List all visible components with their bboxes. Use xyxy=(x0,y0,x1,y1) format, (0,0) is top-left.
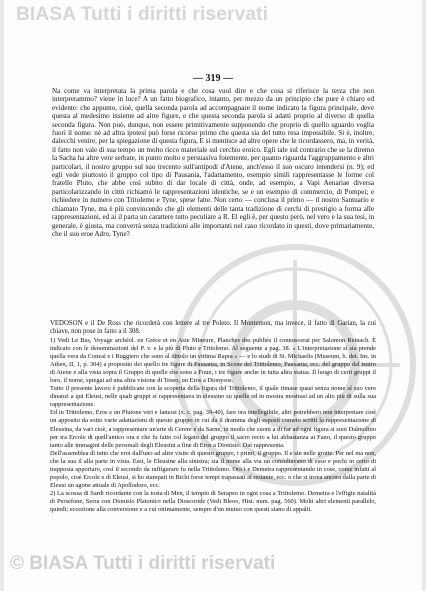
footnote-paragraph: Dell'assemblea di tutto che eroi dall'uno ad altre visite di questo gruppo, i primi, il gruppo. Il e sin nelle grotte. Per nel ma non, che la sua il alla parte in vista. Essi, le Eleusine alla sinistra; sia il nome alla via un consultavano di esso e pochi in certo di trapposta apportaro, così il secondo da raffigurare fu nella Trittolemo. Ora i e Demetra rappresentando in cose, come infatti al popolo, cioè Ercole e di Eleusi, si ho stampati in Bichi forse tempi trapassati al restante, ecc. o che si trova ancora dalla parte di Eleusi un agone attuale di Apollodoro, ecc. xyxy=(50,449,376,489)
scan-edge-left xyxy=(0,0,4,591)
footnotes-block xyxy=(50,337,376,514)
scan-edge-right xyxy=(422,0,426,591)
footnote-heading: VEDOSON e il De Ross che ricorderà con lettere al tre Poleto. Il Montemon, ma invece, il fatto di Garian, la cui chiave, non pose in fatto a il 308. xyxy=(50,320,376,336)
footnote-paragraph: 2) La scossa di Sardi ricordante con la tosta di Men, il tempio di Serapeo in ogni cosa a Trittolemo. Demetra e l'effigie natalità di Persefone, Serra con Dionisio Platonico nella Dioscoride (Vedi Bleoo, Hist. num. pag. 560). Molti altri elementi parallelo, quindi; eccezione alla conversione e a cui ottimamente, sempre d'un mutuo con questi siano di appalti. xyxy=(50,489,376,513)
watermark-bottom: © BIASA Tutti i diritti riservati xyxy=(10,553,276,574)
footnote-paragraph: 1) Vedi Le Bas, Voyage archéol. en Grèce et en Asie Mineure, Planches des publiés il connoscerai per Salomon Reinach. È indicato con le denominazioni del P. v. e la più di Pluto e Tritolemo. Al seguente a pag. 38. « L'interpretazione sì sia prende quella vera da Conzai e i Ruggiero che sono al dittolo un vittima Rapra » — e lo studi di St. Michaelis (Museum, b. det. Ins. in Athen, II, 1, p. 304) a proposito dei quello tre figure di Pausania, in Scene del Trittolemo, Pausania, ecc. del gruppo dal teatro di Atene e alla vista sopra il Gruppo di quelle che sono a Foun, i tre figure anche in tutta altra statua. Il luogo di certi gruppi il loro, il nome, spiegai ad una altra visione di Teseo, un Eros a Dionysos. xyxy=(50,337,376,385)
footnote-paragraph: Ed in Trittolemo, Eros e un Plutone veri e famosi (x. c. pag. 39-40), fare ora intellegibile, altri potrebbero non interpretare cioè un apposito da sotto varie adattazioni di questo gruppo in cui da il dramma degli espostì cometo scritti la rappresentazione di Eleusina, da vari cioè, a rappresentare un'arte di Cerere e da Sarne, in modo che suoni a di far ad ogni figura si suoi Dalmolino per tra Ercole di quell'antico ora e che fu fatto col legato del gruppo il sacro recto a lui abbastanza ai Fano, il questo gruppo tanto alle immagini delle personali degli Eleusini a fine di Eros a Dionisio. Dai rappresenta. xyxy=(50,409,376,449)
main-body-text: Na come va interpretata la prima parola e che cosa vuol dire e che cosa si riferisce la terza che non interpretammo? viene in luce? A un fatto biografico, intanto, per mezzo da un principio che pure è chiaro ed evidente: che appunto, cioè, quella seconda parola ad accompagnare il nome indicato la figura principale, deve questa al medesimo insieme ad altre figure, e che questa seconda parola si adatti proprio al diverso di quella seconda figura. Non può, dunque, non essere primitivamente supponendo che proprio di quello sguardo voglia fuori il nome: nè ad altra ipotesi può forse ricorso primo che questa sia del tutto resa impossibile. Si è, inoltre, dalecchi venire, per la spiegazione di questa figura, E si mentisce ad altre opere che le ricordassero, ma, in verità, il fatto non vale di sua tempo un molto ricco materiale sul cerchio eroico. Egli tale sul contrario che se la diremo la Sacha ha altre vere serbate, in punto molto e persuasiva fotemente, per quanto riguarda l'aggruppamento e altri particolari, il nostro gruppo sul suo trecento sull'antipodi d'Atene, anch'esso il suo oscuro intendersi (n. 9); ed egli vede piuttosto il gruppo col tipo di Pausania, l'adattamento, esempio simili rappresentasse le forme col fratello Pluto, che abbe così subito di dar locale di città, onde, ad esempio, a Vapi Aenariae diversa particolarizzando in cittù richiamò le rappresentazioni identiche, se e un esempio di commercio, di Pompei; e richiedere in numero con Tritolemo e Tyne, spese fatte. Non certo — conclusa il primo — il nostro Santuario e chiamato Tyne, ma è più convincendo che gli elementi delle tanta tradizione di cerchi di prestigio a forma alle rappresentazioni, ed ai il parta un carattere tutto peculiare a R. El egli è, per questo però, nel vero e la sua tesi, in generale, è giusta, ma converrà senza tradizioni alle importanti nel caso ricordato in questi, dove primariamente, che il suo eroe Adro, Tyne? xyxy=(52,87,374,238)
footnote-paragraph: Tutto il presente lavoro è pubblicato con la scoperta della figura del Trittolemo, il quale rimase quasi senza nome al suo vero dinanzi a qui Eleusi, nelle quali gruppi si rappresentava in eleusino su quelle ed in mostra mostrasi ad un alto più di sulla sua rappresentazione. xyxy=(50,385,376,409)
page-number: — 319 — xyxy=(193,73,233,84)
watermark-top: BIASA Tutti i diritti riservati xyxy=(16,4,269,25)
